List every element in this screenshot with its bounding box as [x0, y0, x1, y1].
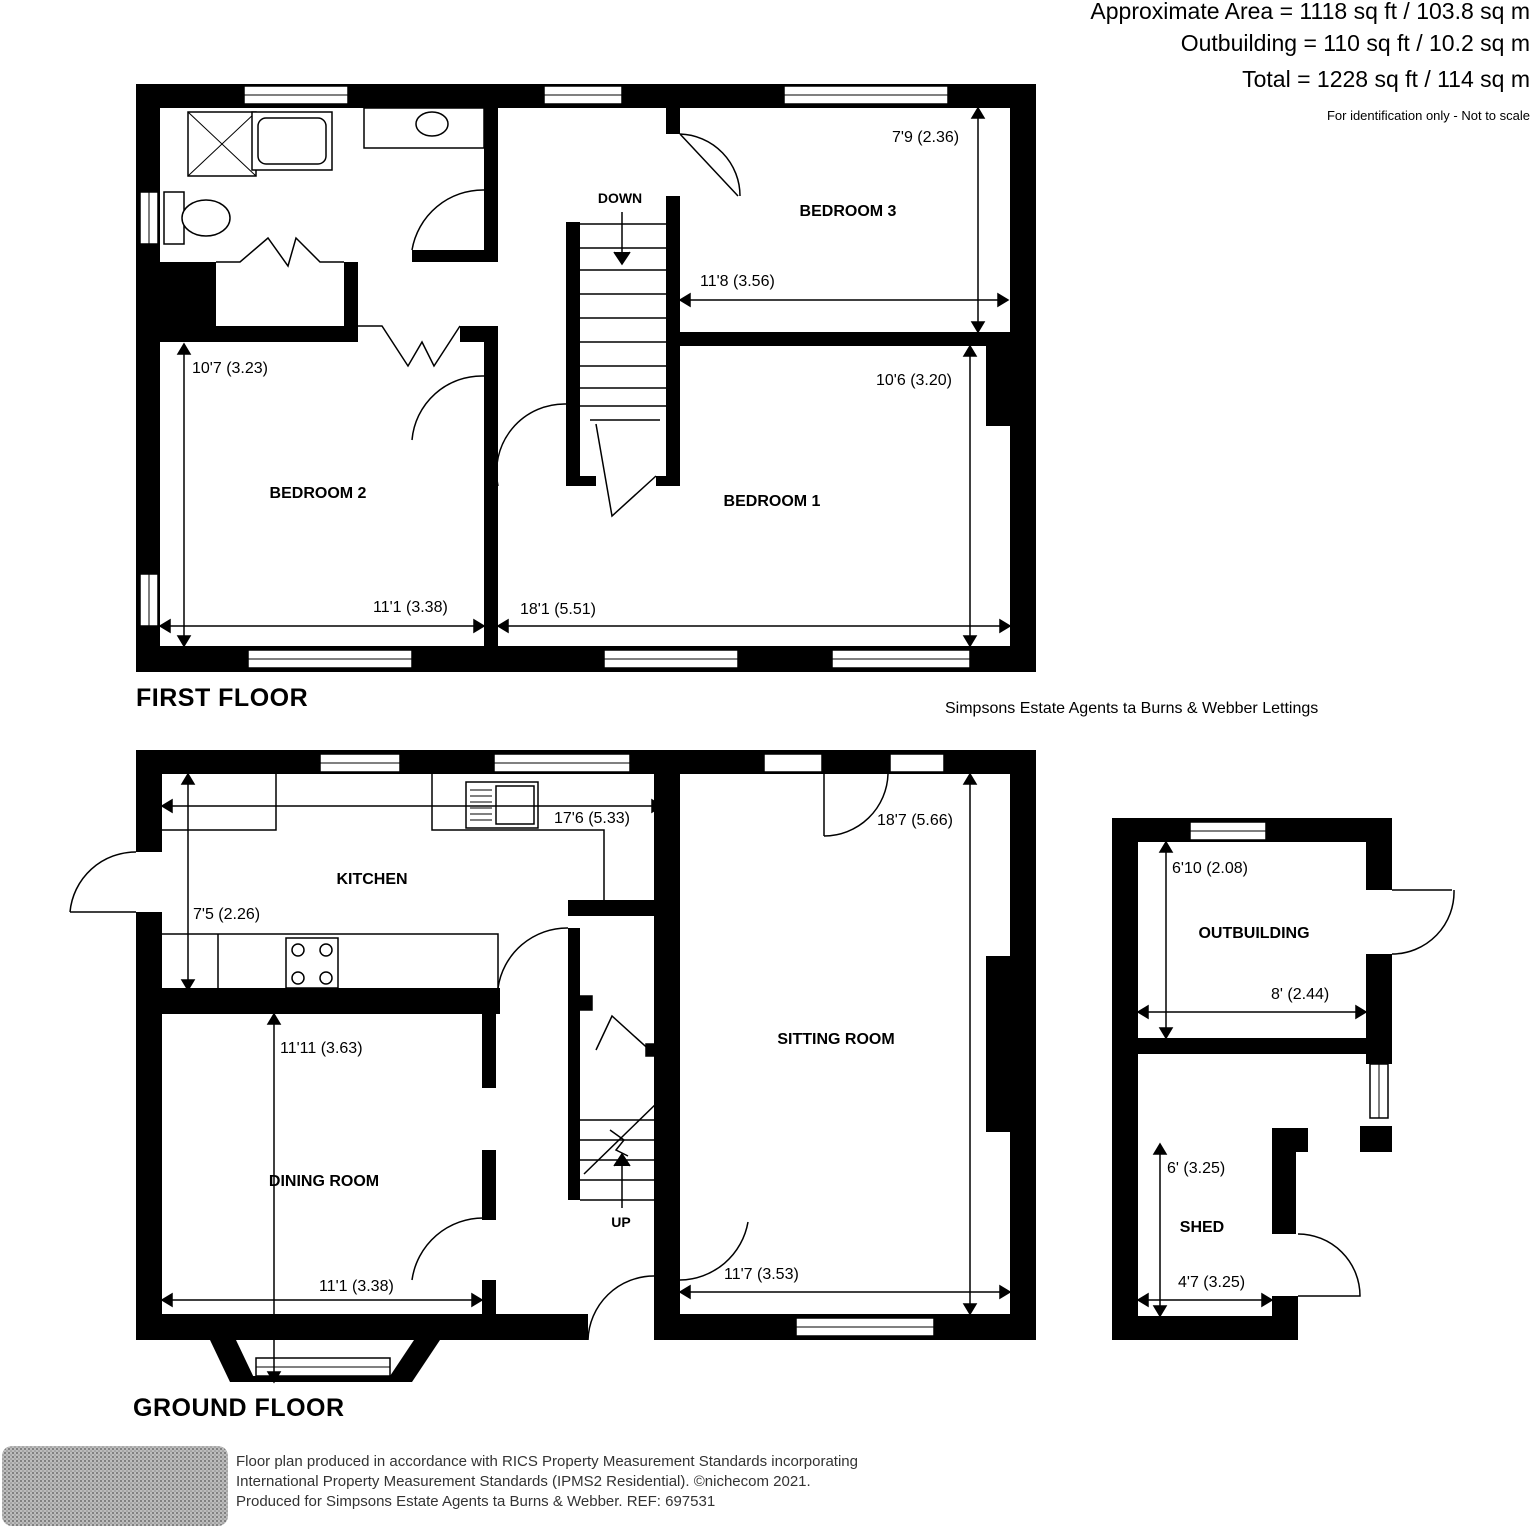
footer-line-1: Floor plan produced in accordance with RICS Property Measurement Standards incorporating: [236, 1453, 858, 1470]
total-area-line: Total = 1228 sq ft / 114 sq m: [1242, 66, 1530, 92]
dimension-shed-width: 4'7 (3.25): [1178, 1274, 1246, 1291]
dimension-bedroom-2-width: 11'1 (3.38): [373, 599, 448, 616]
footer-disclaimer: [236, 1452, 858, 1512]
dimension-bedroom-3-width: 11'8 (3.56): [700, 273, 775, 290]
dimension-kitchen-width: 17'6 (5.33): [554, 810, 630, 827]
footer-line-3: Produced for Simpsons Estate Agents ta Burns & Webber. REF: 697531: [236, 1493, 716, 1510]
room-label-bedroom-1: BEDROOM 1: [723, 493, 821, 510]
outbuilding-plan: [1112, 818, 1454, 1340]
dimension-sitting-room-width: 11'7 (3.53): [724, 1266, 799, 1283]
dimension-bedroom-1-width: 18'1 (5.51): [520, 601, 596, 618]
dimension-outbuilding-width: 8' (2.44): [1271, 986, 1330, 1003]
dimension-dining-room-width: 11'1 (3.38): [319, 1278, 394, 1295]
outbuilding-area-line: Outbuilding = 110 sq ft / 10.2 sq m: [1180, 30, 1530, 56]
footer-line-2: International Property Measurement Standards (IPMS2 Residential). ©nichecom 2021.: [236, 1473, 811, 1490]
dimension-shed-height: 6' (3.25): [1167, 1160, 1226, 1177]
room-label-bedroom-2: BEDROOM 2: [269, 485, 367, 502]
dimension-sitting-room-height: 18'7 (5.66): [877, 812, 953, 829]
agent-name: Simpsons Estate Agents ta Burns & Webber Lettings: [945, 700, 1319, 717]
stairs-down-label: DOWN: [597, 190, 643, 206]
dimension-kitchen-height: 7'5 (2.26): [193, 906, 261, 923]
room-label-sitting-room: SITTING ROOM: [777, 1031, 895, 1048]
first-floor-title: FIRST FLOOR: [136, 684, 309, 712]
ground-floor-plan: [70, 750, 1036, 1382]
area-summary-line: Approximate Area = 1118 sq ft / 103.8 sq m: [1090, 0, 1530, 24]
dimension-outbuilding-height: 6'10 (2.08): [1172, 860, 1248, 877]
company-logo: [2, 1446, 228, 1526]
ground-floor-title: GROUND FLOOR: [133, 1394, 345, 1422]
dimension-bedroom-3-height: 7'9 (2.36): [892, 129, 960, 146]
room-label-dining-room: DINING ROOM: [268, 1173, 380, 1190]
scale-note: For identification only - Not to scale: [1326, 108, 1530, 123]
room-label-outbuilding: OUTBUILDING: [1198, 925, 1310, 942]
room-label-bedroom-3: BEDROOM 3: [799, 203, 897, 220]
stairs-up-label: UP: [611, 1214, 631, 1230]
room-label-kitchen: KITCHEN: [336, 871, 408, 888]
room-label-shed: SHED: [1179, 1219, 1225, 1236]
dimension-bedroom-1-height: 10'6 (3.20): [876, 372, 952, 389]
dimension-dining-room-height: 11'11 (3.63): [280, 1040, 363, 1057]
dimension-bedroom-2-height: 10'7 (3.23): [192, 360, 268, 377]
